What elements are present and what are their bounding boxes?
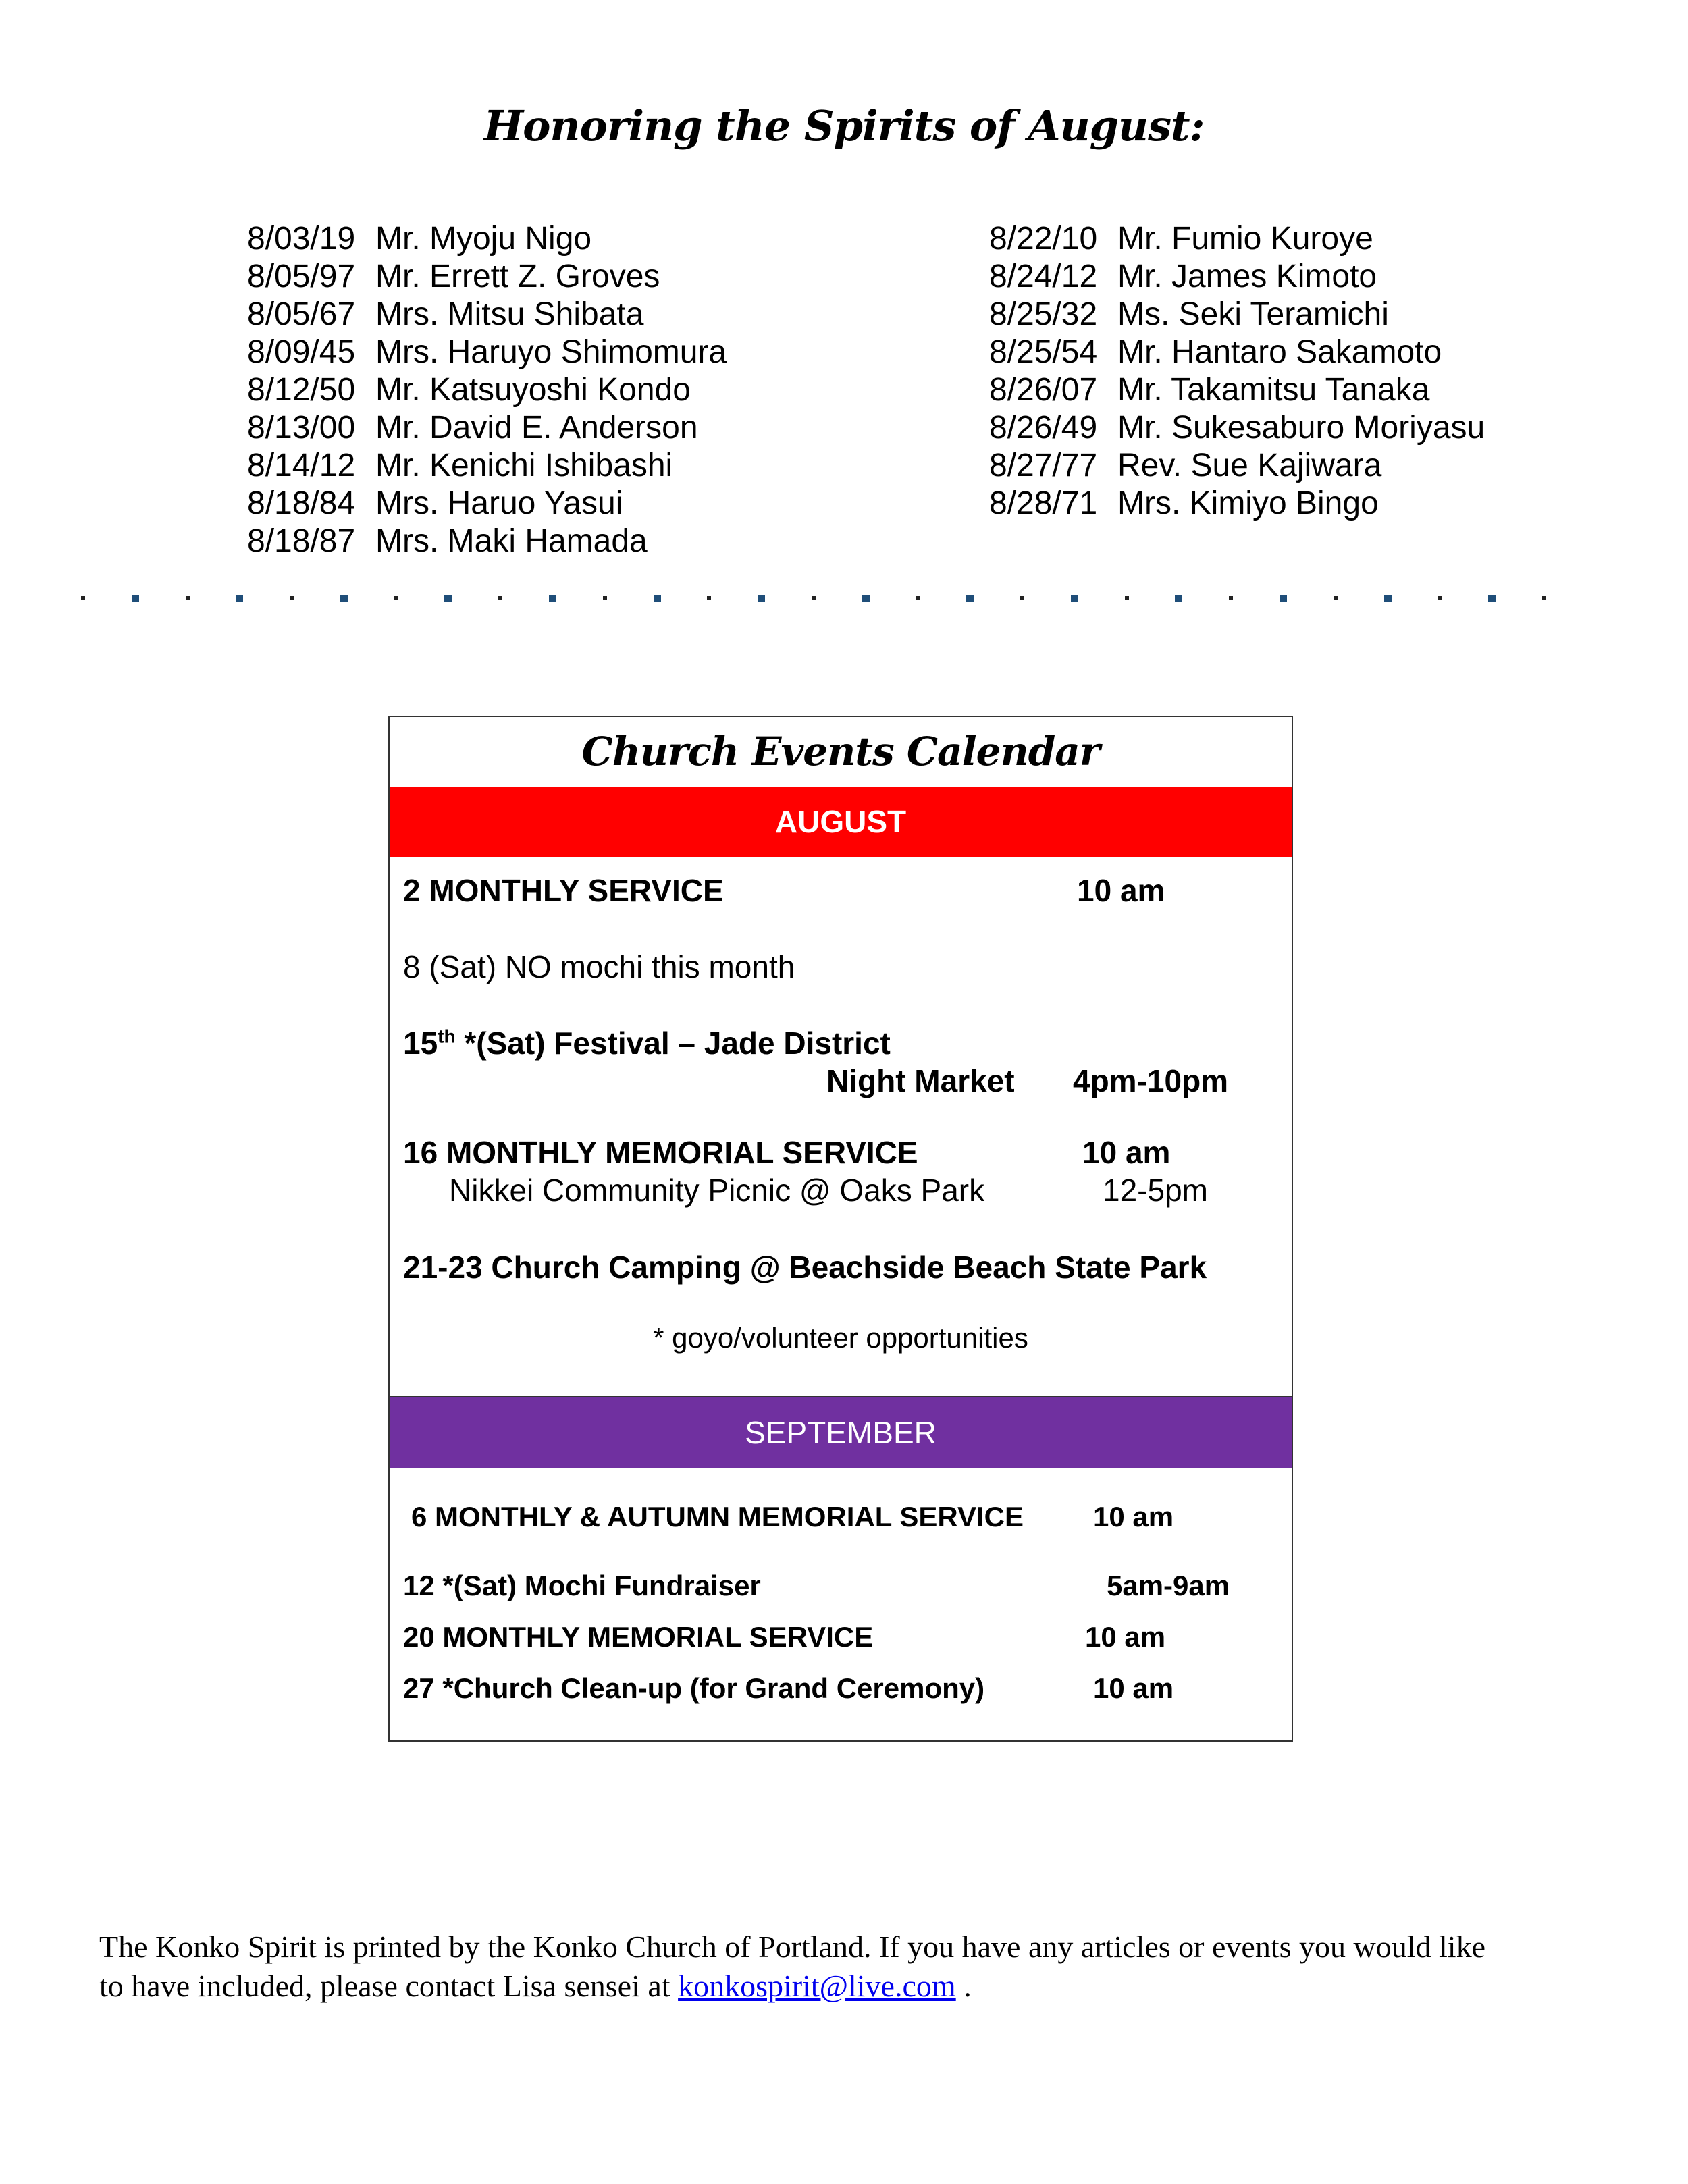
spirit-name: Mr. Hantaro Sakamoto <box>1117 334 1442 370</box>
event-time: 10 am <box>1085 1621 1166 1653</box>
spirit-name: Mr. Kenichi Ishibashi <box>375 448 673 483</box>
spirit-name: Mrs. Haruo Yasui <box>375 485 623 521</box>
event-time: 5am-9am <box>1107 1570 1230 1601</box>
divider-dot <box>444 595 452 602</box>
spirit-entry <box>989 220 1485 258</box>
spirit-entry <box>247 334 727 371</box>
spirit-name: Mrs. Haruyo Shimomura <box>375 334 727 370</box>
footer-note <box>99 1927 1598 2006</box>
divider-dot <box>1071 595 1078 602</box>
page-heading: Honoring the Spirits of August: <box>483 101 1205 151</box>
spirit-name: Rev. Sue Kajiwara <box>1117 448 1382 483</box>
divider-dot <box>603 596 607 600</box>
divider-dot <box>1020 596 1024 600</box>
divider-dot <box>1125 596 1129 600</box>
spirit-entry <box>247 409 727 447</box>
september-events <box>390 1468 1292 1738</box>
spirits-list-right <box>989 220 1485 523</box>
spirit-name: Mr. Fumio Kuroye <box>1117 221 1373 257</box>
spirit-name: Mr. Errett Z. Groves <box>375 259 660 294</box>
spirit-entry <box>247 296 727 334</box>
event-text: 27 *Church Clean-up (for Grand Ceremony) <box>403 1672 985 1704</box>
spirit-date: 8/14/12 <box>247 448 356 483</box>
divider-dot <box>132 595 139 602</box>
divider-dot <box>236 595 243 602</box>
spirit-name: Mrs. Mitsu Shibata <box>375 296 644 332</box>
spirit-name: Ms. Seki Teramichi <box>1117 296 1389 332</box>
event-text: 20 MONTHLY MEMORIAL SERVICE <box>403 1621 874 1653</box>
spirit-date: 8/27/77 <box>989 448 1098 483</box>
spirit-entry <box>247 485 727 523</box>
spirit-entry <box>247 371 727 409</box>
divider-dot <box>1488 595 1496 602</box>
event-text: Night Market <box>826 1063 1015 1098</box>
volunteer-note: * goyo/volunteer opportunities <box>653 1322 1028 1354</box>
spirit-name: Mr. James Kimoto <box>1117 259 1377 294</box>
footer-line: The Konko Spirit is printed by the Konko Church of Portland. If you have any articles or events you would like <box>99 1929 1485 1964</box>
footer-text: . <box>955 1969 972 2003</box>
event-text: 21-23 Church Camping @ Beachside Beach State Park <box>403 1250 1207 1285</box>
spirit-date: 8/09/45 <box>247 334 356 370</box>
spirit-entry <box>989 409 1485 447</box>
spirit-date: 8/18/84 <box>247 485 356 521</box>
august-header: AUGUST <box>390 787 1292 857</box>
divider-dot <box>1280 595 1287 602</box>
event-time: 10 am <box>1077 873 1165 908</box>
spirit-name: Mr. Takamitsu Tanaka <box>1117 372 1430 408</box>
divider-dot <box>81 596 85 600</box>
event-time: 4pm-10pm <box>1073 1063 1229 1098</box>
spirit-entry <box>989 485 1485 523</box>
footer-text: to have included, please contact Lisa sensei at <box>99 1969 679 2003</box>
spirit-entry <box>247 523 727 560</box>
divider-dot <box>186 596 190 600</box>
divider-dot <box>916 596 920 600</box>
event-title: *(Sat) Festival – Jade District <box>455 1026 891 1061</box>
divider-dot <box>394 596 398 600</box>
divider-dot <box>1229 596 1233 600</box>
spirit-date: 8/05/97 <box>247 259 356 294</box>
divider-dot <box>498 596 502 600</box>
spirits-list-left <box>247 220 727 560</box>
spirit-entry <box>989 334 1485 371</box>
event-time: 10 am <box>1093 1672 1174 1704</box>
spirit-date: 8/26/49 <box>989 410 1098 446</box>
email-link[interactable]: konkospirit@live.com <box>678 1969 956 2003</box>
spirit-name: Mrs. Maki Hamada <box>375 523 648 559</box>
spirit-name: Mr. Sukesaburo Moriyasu <box>1117 410 1485 446</box>
divider-dot <box>1175 595 1182 602</box>
event-text: 12 *(Sat) Mochi Fundraiser <box>403 1570 761 1601</box>
spirit-date: 8/26/07 <box>989 372 1098 408</box>
spirit-entry <box>247 220 727 258</box>
event-time: 12-5pm <box>1103 1173 1208 1208</box>
event-day-suffix: th <box>438 1026 456 1047</box>
divider-dot <box>290 596 294 600</box>
event-time: 10 am <box>1093 1501 1174 1533</box>
spirit-entry <box>247 258 727 296</box>
spirit-entry <box>989 296 1485 334</box>
dotted-divider <box>81 594 1546 602</box>
spirit-date: 8/05/67 <box>247 296 356 332</box>
spirit-name: Mr. David E. Anderson <box>375 410 698 446</box>
september-header: SEPTEMBER <box>390 1397 1292 1468</box>
event-text <box>403 1025 891 1061</box>
spirit-entry <box>989 447 1485 485</box>
spirit-date: 8/25/32 <box>989 296 1098 332</box>
spirit-name: Mrs. Kimiyo Bingo <box>1117 485 1379 521</box>
spirit-entry <box>989 258 1485 296</box>
event-time: 10 am <box>1082 1135 1171 1170</box>
spirit-date: 8/22/10 <box>989 221 1098 257</box>
divider-dot <box>340 595 348 602</box>
divider-dot <box>1334 596 1338 600</box>
divider-dot <box>549 595 556 602</box>
spirit-name: Mr. Katsuyoshi Kondo <box>375 372 691 408</box>
event-text: 16 MONTHLY MEMORIAL SERVICE <box>403 1135 918 1170</box>
calendar-title: Church Events Calendar <box>581 728 1100 774</box>
spirit-entry <box>247 447 727 485</box>
divider-dot <box>812 596 816 600</box>
divider-dot <box>862 595 870 602</box>
footer-line <box>99 1967 1598 2006</box>
spirit-date: 8/28/71 <box>989 485 1098 521</box>
divider-dot <box>758 595 765 602</box>
spirit-date: 8/18/87 <box>247 523 356 559</box>
divider-dot <box>1542 596 1546 600</box>
spirit-entry <box>989 371 1485 409</box>
spirit-date: 8/13/00 <box>247 410 356 446</box>
spirit-date: 8/24/12 <box>989 259 1098 294</box>
divider-dot <box>966 595 974 602</box>
church-events-calendar <box>388 716 1293 1742</box>
spirit-date: 8/12/50 <box>247 372 356 408</box>
event-text: 6 MONTHLY & AUTUMN MEMORIAL SERVICE <box>411 1501 1024 1533</box>
divider-dot <box>654 595 661 602</box>
divider-dot <box>1384 595 1392 602</box>
event-subtext: Nikkei Community Picnic @ Oaks Park <box>449 1173 985 1208</box>
event-text: 8 (Sat) NO mochi this month <box>403 949 795 984</box>
event-text: 2 MONTHLY SERVICE <box>403 873 724 908</box>
spirit-name: Mr. Myoju Nigo <box>375 221 592 257</box>
spirit-date: 8/03/19 <box>247 221 356 257</box>
spirit-date: 8/25/54 <box>989 334 1098 370</box>
divider-dot <box>707 596 711 600</box>
august-events <box>390 857 1292 1397</box>
event-day: 15 <box>403 1026 438 1061</box>
divider-dot <box>1438 596 1442 600</box>
